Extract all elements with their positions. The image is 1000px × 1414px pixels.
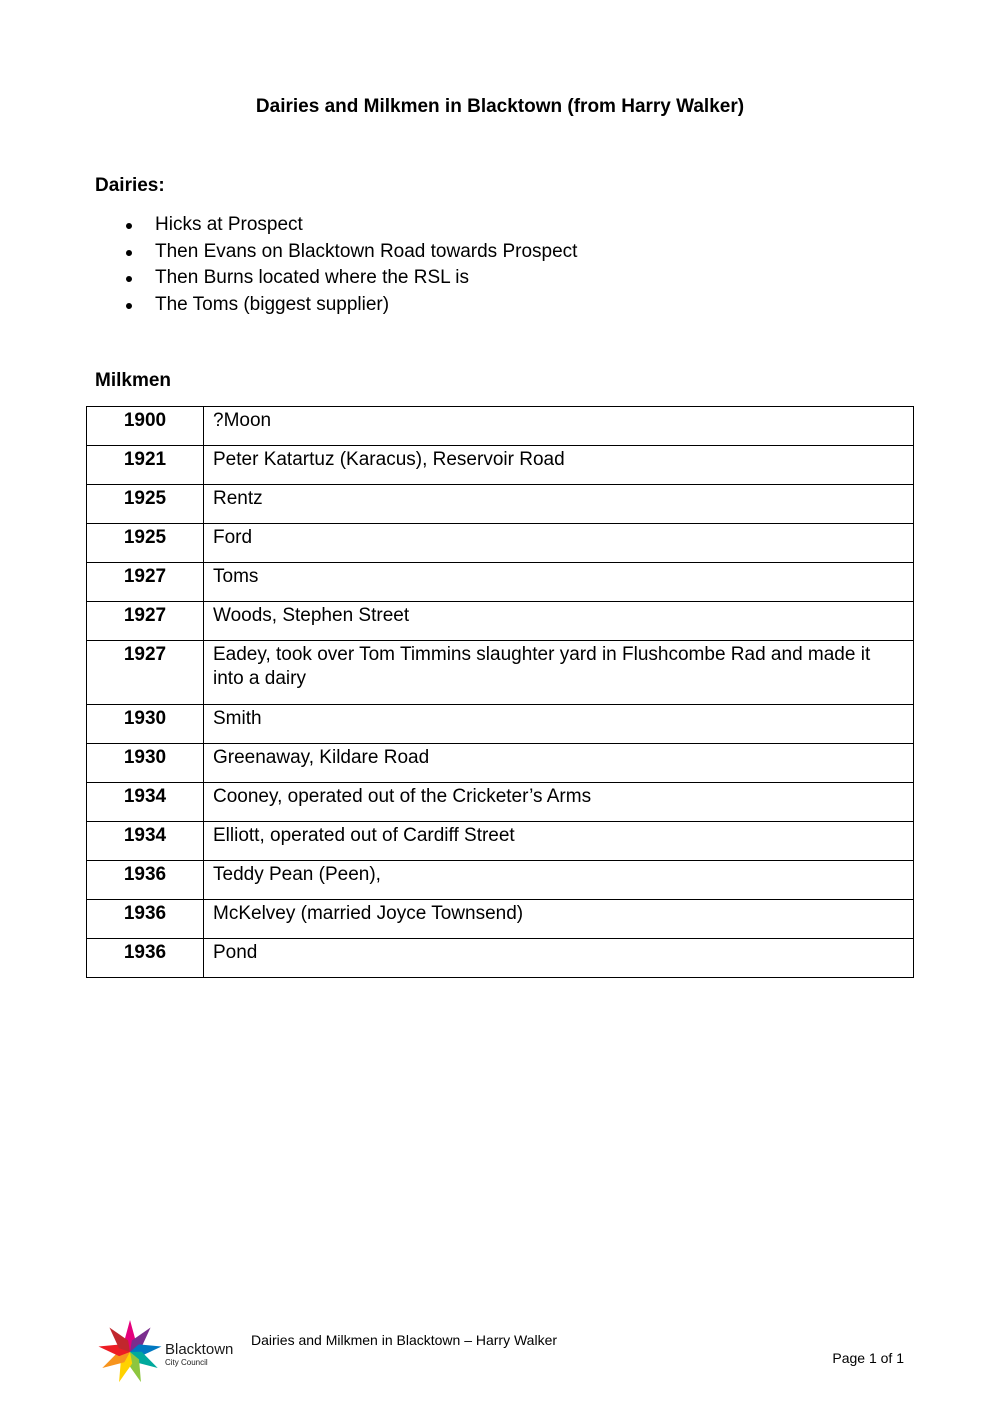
milkman-cell: Woods, Stephen Street: [204, 602, 914, 641]
table-row: [87, 485, 914, 524]
milkman-cell: Rentz: [204, 485, 914, 524]
year-cell: 1900: [87, 407, 204, 446]
table-row: [87, 744, 914, 783]
table-row: [87, 861, 914, 900]
table-row: [87, 783, 914, 822]
list-item-text: Then Evans on Blacktown Road towards Prospect: [155, 240, 578, 262]
milkmen-table: [86, 406, 914, 978]
page-number: Page 1 of 1: [832, 1350, 904, 1366]
blacktown-logo: [98, 1319, 248, 1387]
year-cell: 1930: [87, 744, 204, 783]
year-cell: 1930: [87, 705, 204, 744]
table-row: [87, 900, 914, 939]
bullet-icon: [126, 303, 132, 309]
bullet-icon: [126, 250, 132, 256]
list-item-text: Hicks at Prospect: [155, 214, 303, 235]
list-item: [95, 239, 577, 266]
table-row: [87, 563, 914, 602]
milkman-cell: Eadey, took over Tom Timmins slaughter yard in Flushcombe Rad and made it into a dairy: [204, 641, 914, 705]
year-cell: 1936: [87, 900, 204, 939]
milkman-cell: Greenaway, Kildare Road: [204, 744, 914, 783]
milkmen-heading: Milkmen: [95, 370, 172, 391]
year-cell: 1927: [87, 641, 204, 705]
year-cell: 1925: [87, 524, 204, 563]
table-row: [87, 446, 914, 485]
milkman-cell: Elliott, operated out of Cardiff Street: [204, 822, 914, 861]
dairies-heading: Dairies:: [95, 175, 165, 196]
list-item: [95, 212, 577, 239]
year-cell: 1934: [87, 822, 204, 861]
table-row: [87, 407, 914, 446]
milkman-cell: Toms: [204, 563, 914, 602]
year-cell: 1936: [87, 861, 204, 900]
table-row: [87, 939, 914, 978]
list-item-text: The Toms (biggest supplier): [155, 293, 390, 315]
dairies-list: [95, 212, 577, 318]
milkman-cell: Cooney, operated out of the Cricketer’s Arms: [204, 783, 914, 822]
milkman-cell: Peter Katartuz (Karacus), Reservoir Road: [204, 446, 914, 485]
table-row: [87, 641, 914, 705]
footer-text: Dairies and Milkmen in Blacktown – Harry Walker: [251, 1332, 558, 1348]
list-item-text: Then Burns located where the RSL is: [155, 267, 470, 288]
milkman-cell: Teddy Pean (Peen),: [204, 861, 914, 900]
table-row: [87, 705, 914, 744]
list-item: [95, 265, 577, 292]
year-cell: 1927: [87, 602, 204, 641]
year-cell: 1921: [87, 446, 204, 485]
year-cell: 1925: [87, 485, 204, 524]
milkman-cell: McKelvey (married Joyce Townsend): [204, 900, 914, 939]
document-title: Dairies and Milkmen in Blacktown (from Harry Walker): [255, 96, 745, 117]
table-row: [87, 822, 914, 861]
list-item: [95, 292, 577, 319]
logo-name: Blacktown: [165, 1341, 234, 1358]
milkman-cell: Ford: [204, 524, 914, 563]
milkman-cell: Smith: [204, 705, 914, 744]
year-cell: 1934: [87, 783, 204, 822]
milkman-cell: ?Moon: [204, 407, 914, 446]
table-row: [87, 602, 914, 641]
logo-subtitle: City Council: [165, 1358, 208, 1367]
bullet-icon: [126, 223, 132, 229]
year-cell: 1927: [87, 563, 204, 602]
table-row: [87, 524, 914, 563]
year-cell: 1936: [87, 939, 204, 978]
bullet-icon: [126, 276, 132, 282]
milkman-cell: Pond: [204, 939, 914, 978]
